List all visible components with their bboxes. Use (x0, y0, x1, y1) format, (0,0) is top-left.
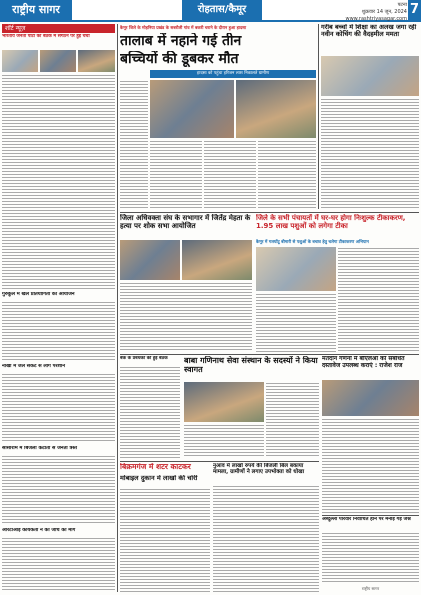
fifth-photo (322, 380, 419, 416)
left-story3-heading: नोखा में जल संकट से लोग परेशान (2, 364, 65, 369)
seventh-headline: नुआंव में लाखों रुपये की बिजली बिल बकाया मामला, ग्रामीणों ने लगाए उपभोक्ता को धोखा (213, 463, 305, 476)
right-top-text (321, 98, 419, 208)
fourth-text-col-2 (266, 382, 319, 458)
third-subline: कैमूर में गलघोंटू बीमारी से पशुओं के बचाव हेतु चलेगा टीकाकरण अभियान (256, 239, 369, 244)
section-rule-2 (120, 354, 419, 355)
column-divider (117, 24, 118, 592)
mid-strip-heading: बैंक के प्रबंधकों की हुई बैठक (120, 356, 168, 361)
right-top-photo (321, 56, 419, 96)
sixth-headline-line-1: बिक्रमगंज में शटर काटकर (120, 463, 191, 471)
left-column (2, 24, 115, 592)
sixth-text (120, 488, 210, 592)
lead-headline-line-2: बच्चियों की डूबकर मौत (120, 51, 239, 67)
bottom-right-headline: अब्दुल्ला परिवार निर्वाचित होने पर मनाई गई जश्न (322, 517, 411, 522)
section-rule-4 (322, 515, 419, 516)
short-news-photo-2 (40, 50, 76, 72)
lead-text-col-1 (120, 80, 148, 210)
info-city: पटना (397, 2, 407, 8)
third-headline: जिले के सभी पंचायतों में घर-घर होगा निःशुल्क टीकाकरण, 1.95 लाख पशुओं को लगेगा टीका (256, 214, 406, 231)
lead-caption: हादसा को पहुंचा हरिजन लाश निकालते ग्रामीण (150, 70, 316, 78)
section-rule-3 (120, 461, 319, 462)
fourth-text-col-1 (184, 424, 264, 458)
left-text-block-3 (2, 373, 115, 443)
lead-text-col-2 (150, 140, 202, 210)
sixth-headline-line-2: मोबाइल दुकान में लाखों की चोरी (120, 475, 198, 482)
lead-photo-2 (236, 80, 316, 138)
left-text-block-2 (2, 301, 115, 361)
bottom-right-text (322, 532, 419, 584)
second-text (120, 282, 252, 352)
right-top-headline: गरीब बच्चों में शिक्षा का अलख जगा रही नवीन कोचिंग की वैदहमील ममता (321, 24, 417, 39)
masthead-info (346, 2, 408, 23)
left-story2-heading: गुरुकुल में खेल प्रतियोगिता का आयोजन (2, 292, 75, 297)
footer-note: राष्ट्रीय सागर (361, 586, 380, 591)
edition-location: रोहतास/कैमूर (182, 0, 262, 20)
lead-text-col-4 (258, 140, 316, 210)
second-photo-1 (120, 240, 180, 280)
left-story4-heading: सासाराम में बिजली कटौती से जनता त्रस्त (2, 446, 78, 451)
seventh-text (213, 485, 319, 592)
fifth-headline: मतदान गणना में बीएलओ को संबंधित दस्तावेज उपलब्ध कराएं : राजेश राज (322, 356, 405, 369)
short-news-heading: भारतीय जनता पार्टी की बैठक में संगठन पर हुई चर्चा (2, 34, 90, 39)
fourth-photo (184, 382, 264, 422)
lead-kicker: कैमूर जिले के मोहनिया प्रखंड के सबरौली गांव में बकरी चराने के दौरान हुआ हादसा (120, 25, 247, 30)
section-rule-1 (120, 212, 419, 213)
second-photo-2 (182, 240, 252, 280)
second-headline: जिला अधिवक्ता संघ के सभागार में जितेंद्र मेहता के हत्या पर शोक सभा आयोजित (120, 214, 251, 231)
third-photo (256, 247, 336, 291)
info-website: www.rashtriyasagar.com (345, 16, 407, 22)
left-text-block-4 (2, 455, 115, 525)
mid-strip-text (120, 366, 180, 458)
third-text-col-1 (256, 293, 336, 352)
lead-text-col-3 (204, 140, 256, 210)
short-news-photo-3 (78, 50, 115, 72)
third-text-col-2 (338, 247, 419, 352)
lead-headline-line-1: तालाब में नहाने गई तीन (120, 33, 242, 49)
info-date: शुक्रवार 14 जून, 2024 (361, 9, 407, 15)
short-news-title: शॉर्ट न्यूज़ (2, 24, 115, 33)
right-divider (318, 24, 319, 209)
fourth-headline: बाबा गणिनाथ सेवा संस्थान के सदस्यों ने किया स्वागत (184, 356, 318, 375)
short-news-photo-1 (2, 50, 38, 72)
brand-name: राष्ट्रीय सागर (0, 0, 72, 20)
masthead (0, 0, 421, 22)
left-text-block-1 (2, 74, 115, 289)
fifth-text (322, 418, 419, 513)
lead-photo-1 (150, 80, 234, 138)
page-number: 7 (408, 0, 421, 20)
left-story5-heading: आरटीआई कार्यकर्ता ने की जांच की मांग (2, 528, 76, 533)
left-text-block-5 (2, 537, 115, 592)
